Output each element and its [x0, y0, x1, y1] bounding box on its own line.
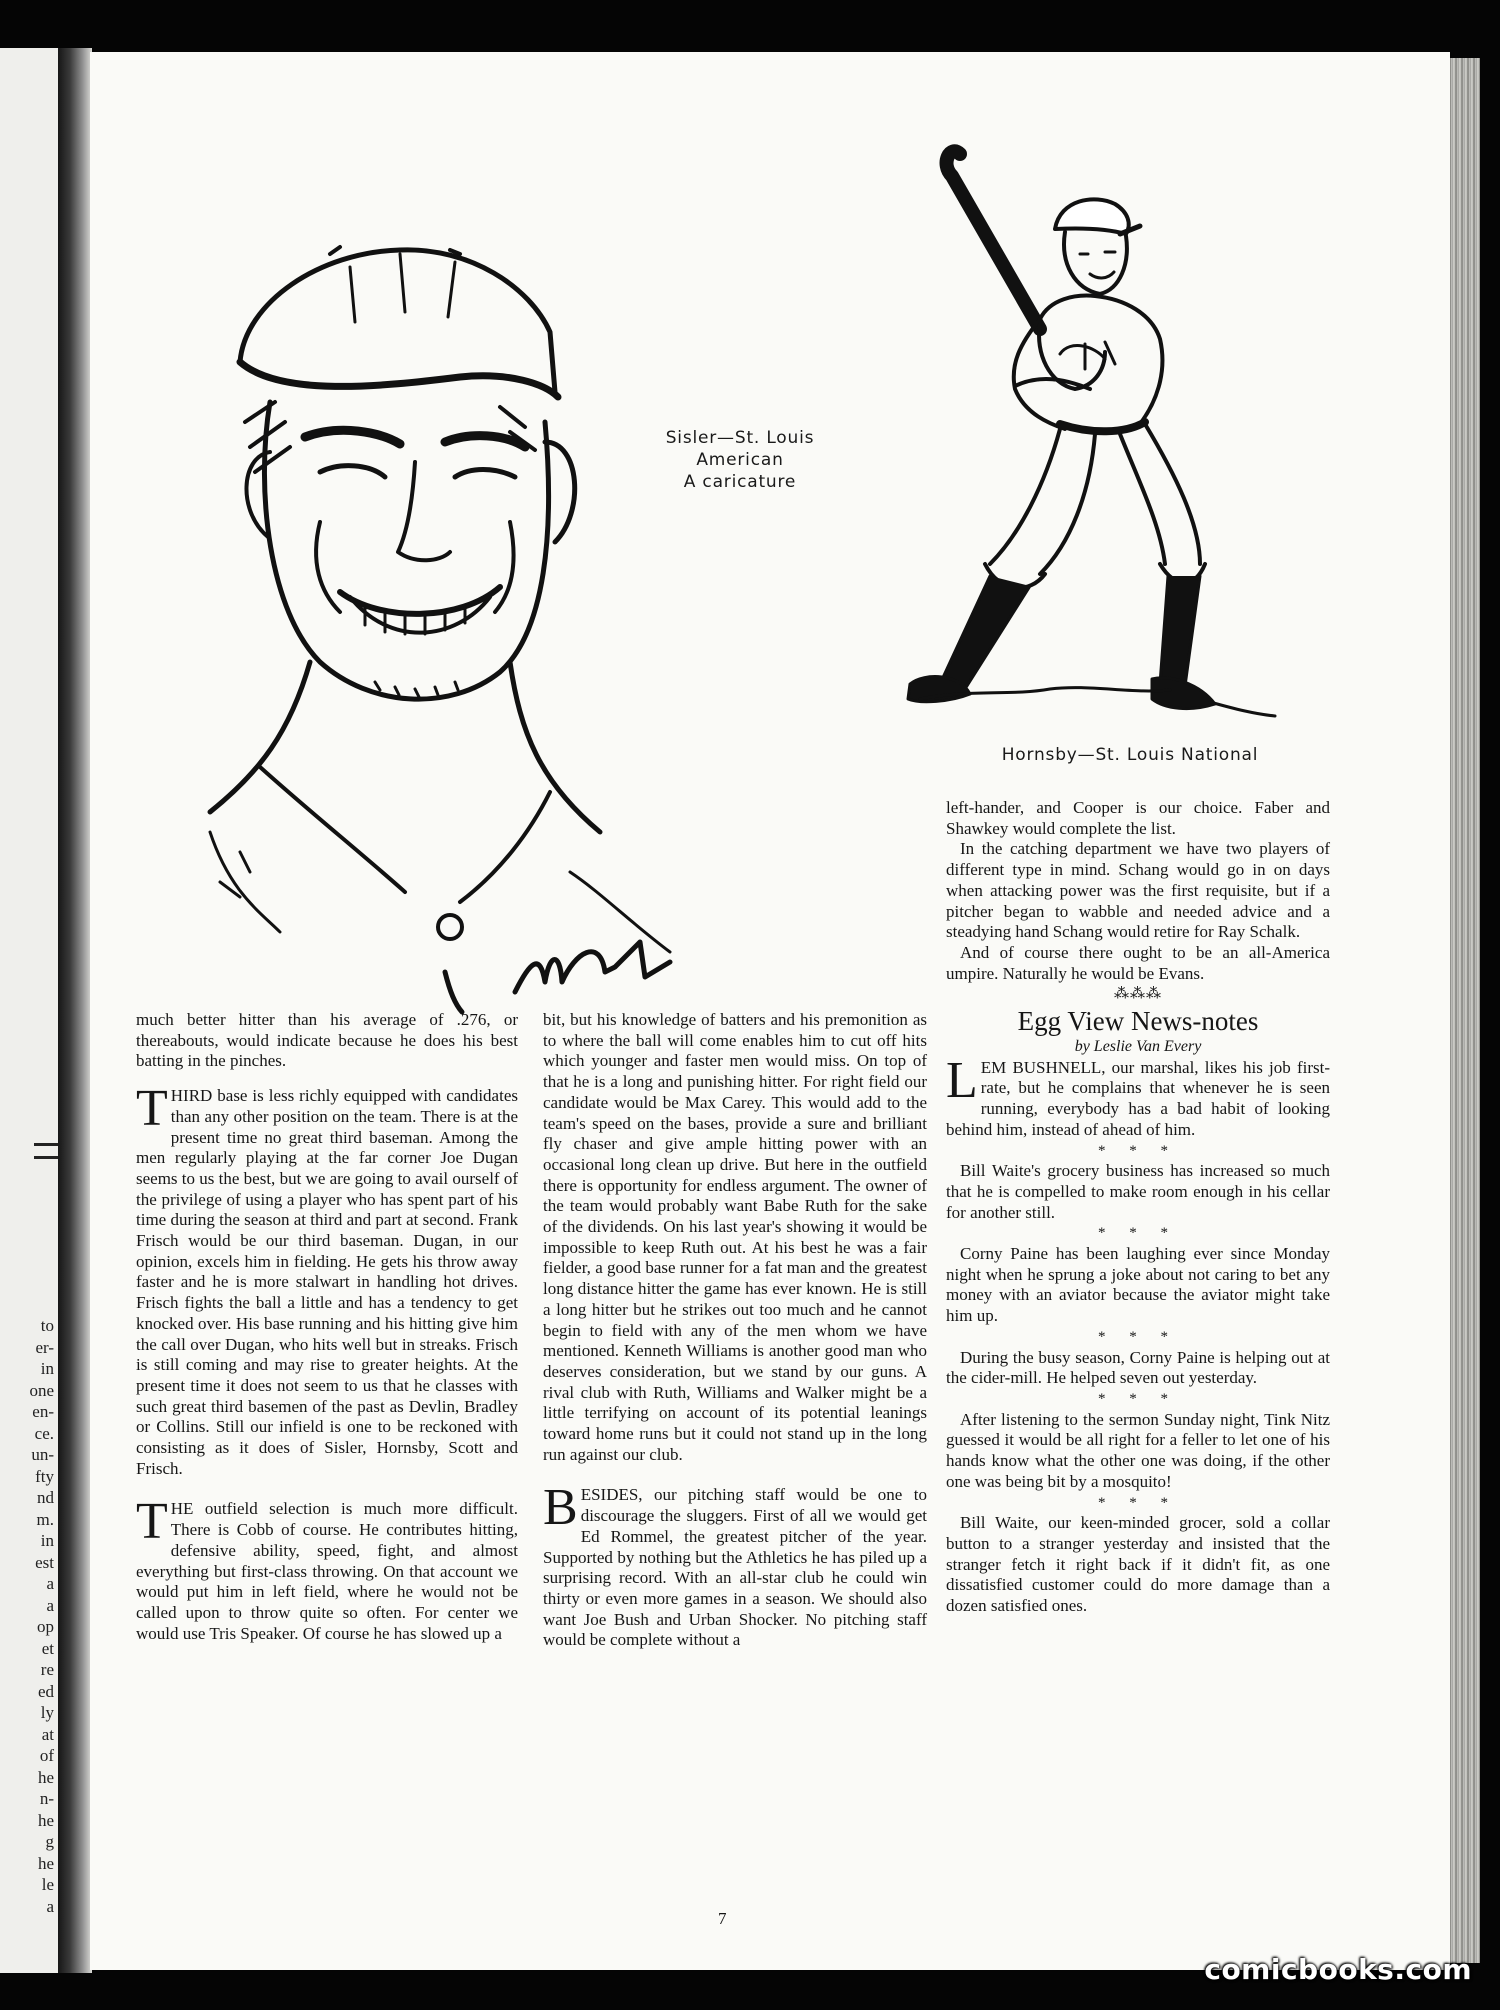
- news-item-1-text: EM BUSHNELL, our marshal, likes his job first-rate, but he complains that whenever he is seen running, everybody has a bad habit of looking behind him, instead of ahead of him.: [946, 1057, 1330, 1139]
- left-page-text-fragment: to: [40, 1316, 54, 1335]
- left-page-text-fragment: he: [37, 1853, 54, 1873]
- left-page-text-fragment: un-: [31, 1445, 54, 1464]
- left-paragraph-third-base: [136, 1080, 518, 1479]
- left-page-text-fragment: le: [41, 1875, 54, 1894]
- left-page-text-fragment: at: [41, 1724, 54, 1744]
- news-item-4: During the busy season, Corny Paine is helping out at the cider-mill. He helped seven out yesterday.: [946, 1347, 1330, 1388]
- drop-cap: T: [136, 1080, 168, 1138]
- news-item-5: After listening to the sermon Sunday night, Tink Nitz guessed it would be all right for a feller to let one of his hands know what the other one was doing, if the other one was being bit by a mosquito!: [946, 1409, 1330, 1491]
- drop-cap: B: [543, 1479, 578, 1537]
- hornsby-batter-drawing: [890, 124, 1410, 794]
- left-page-text-fragment: est: [35, 1552, 54, 1572]
- hornsby-caption: Hornsby—St. Louis National: [1001, 745, 1259, 765]
- column-left: [136, 1010, 518, 1644]
- watermark: comicbooks.com: [1204, 1953, 1472, 1986]
- left-paragraph-third-base-text: HIRD base is less richly equipped with candidates than any other position on the team. There is at the present time no great third baseman. Among the men regularly playing at the far corner Joe Dugan seems to us the best, but we are going to avail ourself of the privilege of using a player who has spent part of his time during the season at third and part at second. Frank Frisch would be our third baseman. Dugan, in our opinion, excels him in fielding. He gets his throw away faster and he is more stalwart in handling hot drives. Frisch fights the ball a little and has a tendency to get knocked over. His base running and his hitting give him the call over Dugan, who hits well but in streaks. Frisch is still coming and may rise to greater heights. At the present time it does not seem to us that he classes with such great third basemen of the past as Devlin, Bradley or Collins. Still our infield is one to be reckoned with consisting as it does of Sisler, Hornsby, Scott and Frisch.: [136, 1086, 518, 1478]
- margin-rule-mark: [34, 1143, 58, 1159]
- right-paragraph-catching: In the catching department we have two players of different type in mind. Schang would go in on days when attacking power was the first requisite, but if a pitcher began to wabble and needed advice and a steadying hand Schang would retire for Ray Schalk.: [946, 839, 1330, 942]
- left-page-text-fragment: re: [40, 1660, 54, 1679]
- sisler-caption-line-3: A caricature: [683, 472, 797, 492]
- column-middle: [543, 1010, 927, 1651]
- left-paragraph-outfield-text: HE outfield selection is much more difficult. There is Cobb of course. He contributes hitting, defensive ability, speed, fight, and almost everything but first-class throwing. On that account we would put him in left field, where he would not be called upon to throw quite so often. For center we would use Tris Speaker. Of course he has slowed up a: [136, 1499, 518, 1643]
- left-page-fragment: [0, 48, 62, 1973]
- left-page-text-fragment: op: [37, 1617, 54, 1636]
- news-item-3: Corny Paine has been laughing ever since Monday night when he sprung a joke about not caring to bet any money with an aviator because the aviator might take him up.: [946, 1244, 1330, 1326]
- left-page-text-fragment: ed: [37, 1681, 54, 1701]
- separator-stars: * * *: [1098, 1494, 1178, 1511]
- sisler-caricature-drawing: [200, 192, 720, 1022]
- byline: by Leslie Van Every: [1074, 1038, 1202, 1056]
- left-paragraph-1: much better hitter than his average of .276, or thereabouts, would indicate because he does his best batting in the pinches.: [136, 1010, 518, 1071]
- left-page-text-fragment: a: [46, 1896, 54, 1916]
- drop-cap: T: [136, 1493, 168, 1551]
- drop-cap: L: [946, 1051, 978, 1109]
- middle-paragraph-pitching-text: ESIDES, our pitching staff would be one to discourage the sluggers. First of all we would get Ed Rommel, the greatest pitcher of the year. Supported by nothing but the Athletics he has piled up a surprising record. With an all-star club he could win thirty or even more games in a season. We should also want Joe Bush and Urban Shocker. No pitching staff would be complete without a: [543, 1485, 927, 1650]
- left-page-text-fragment: he: [37, 1810, 54, 1830]
- left-page-text-fragment: one: [29, 1380, 54, 1400]
- left-page-text-fragment: ce.: [34, 1423, 54, 1443]
- separator-stars: * * *: [1098, 1328, 1178, 1345]
- left-page-text-fragment: en-: [32, 1402, 54, 1421]
- sisler-caption: [650, 427, 830, 493]
- column-right: [946, 798, 1330, 1617]
- left-page-text-fragment: fty: [35, 1466, 54, 1486]
- middle-paragraph-pitching: [543, 1479, 927, 1651]
- left-page-text-fragment: he: [37, 1767, 54, 1787]
- right-paragraph-1: left-hander, and Cooper is our choice. Faber and Shawkey would complete the list.: [946, 798, 1330, 838]
- separator-stars: * * *: [1098, 1225, 1178, 1242]
- left-page-text-fragment: a: [46, 1574, 54, 1593]
- left-page-text-fragment: in: [40, 1531, 54, 1550]
- left-page-text-fragment: er-: [35, 1337, 54, 1357]
- left-page-text-fragment: a: [46, 1595, 54, 1615]
- left-page-text-fragment: in: [40, 1359, 54, 1378]
- right-paragraph-umpire: And of course there ought to be an all-America umpire. Naturally he would be Evans.: [946, 942, 1330, 983]
- left-page-text-fragment: ly: [40, 1703, 54, 1722]
- separator-stars: * * *: [1098, 1390, 1178, 1407]
- section-title: Egg View News-notes: [1017, 1006, 1259, 1037]
- sisler-caption-line-1: Sisler—St. Louis: [665, 428, 815, 448]
- page-number: 7: [718, 1909, 727, 1928]
- left-paragraph-outfield: [136, 1493, 518, 1644]
- book-gutter: [58, 48, 92, 1973]
- news-item-1: [946, 1051, 1330, 1141]
- left-page-text-fragment: n-: [39, 1789, 54, 1808]
- sisler-caption-line-2: American: [696, 450, 784, 470]
- magazine-page: [90, 52, 1450, 1970]
- left-page-text-fragment: of: [39, 1746, 54, 1765]
- section-ornament: ⁂⁂⁂: [1114, 986, 1162, 1003]
- left-page-text-fragment: g: [45, 1832, 54, 1851]
- left-page-text-fragment: m.: [36, 1509, 54, 1529]
- left-page-text-fragment: nd: [37, 1488, 54, 1507]
- separator-stars: * * *: [1098, 1142, 1178, 1159]
- news-item-2: Bill Waite's grocery business has increased so much that he is compelled to make room enough in his cellar for another still.: [946, 1161, 1330, 1222]
- news-item-6: Bill Waite, our keen-minded grocer, sold a collar button to a stranger yesterday and insisted that the stranger fetch it right back if it didn't fit, as one dissatisfied customer could do more damage than a dozen satisfied ones.: [946, 1513, 1330, 1616]
- left-page-text-fragment: et: [41, 1638, 54, 1658]
- middle-paragraph-1: bit, but his knowledge of batters and his premonition as to where the ball will come enables him to cut off hits which younger and faster men would miss. On top of that he is a long and punishing hitter. For right field our candidate would be Max Carey. This would add to the team's speed on the bases, provide a sure and brilliant fly chaser and give ample hitting power with an occasional long clean up drive. But here in the outfield there is opportunity for endless argument. The owner of the team would probably want Babe Ruth for the sake of the dividends. On his last year's showing it would be impossible to keep Ruth out. At his best he was a fair fielder, a good base runner for a fat man and the greatest long distance hitter the game has ever known. He is still a long hitter but he strikes out too much and he cannot begin to field with any of the men whom we have mentioned. Kenneth Williams is another good man who deserves consideration, but we stand by our guns. A rival club with Ruth, Williams and Walker might be a little terrifying on account of its potential leanings toward home runs but it could not stand up in the long run against our club.: [543, 1010, 927, 1464]
